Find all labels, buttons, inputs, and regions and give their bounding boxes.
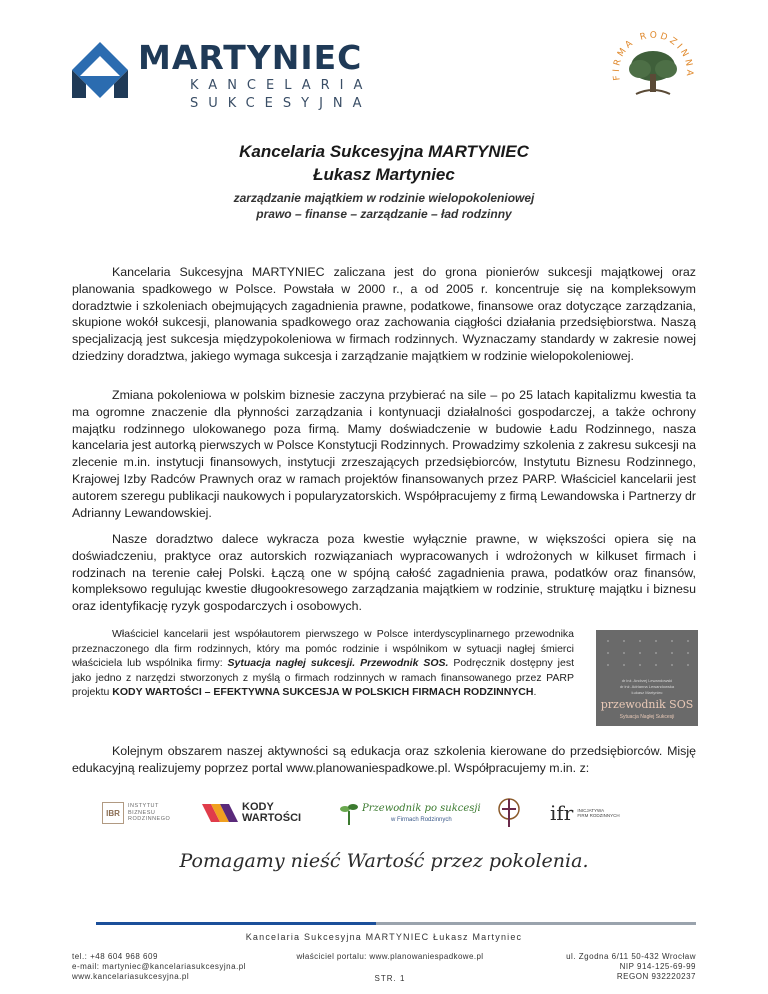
subtitle-line-1: zarządzanie majątkiem w rodzinie wielopokoleniowej [233,191,535,205]
paragraph-1: Kancelaria Sukcesyjna MARTYNIEC zaliczana jest do grona pionierów sukcesji majątkowej oraz planowania spadkowego w Polsce. Powstała w 2000 r., a od 2005 r. koncentruje się na kompleksowym doradztwie i szkoleniach obejmujących zagadnienia prawne, podatkowe, finansowe oraz dotyczące zarządzania, skupione wokół sukcesji, planowania spadkowego oraz zachowania ciągłości działania przedsiębiorstwa. Naszą specjalizacją jest sukcesja międzypokoleniowa w firmach rodzinnych. Wyznaczamy standardy w zakresie nowej dziedziny doradztwa, jakiego wymaga sukcesja i zarządzanie majątkiem w rodzinie wielopokoleniowej. [72,265,696,363]
title-line-1: Kancelaria Sukcesyjna MARTYNIEC [239,142,529,161]
p4-text-a: Właściciel kancelarii jest współautorem pierwszego w Polsce interdyscyplinarnego przewodnika przeznaczonego dla firm rodzinnych, który ma pomóc rodzinie i wspólnikom w sytuacji nagłej śmierci właściciela lub wspólnika firmy: [72,628,574,670]
p4-book-title: Sytuacja nagłej sukcesji. Przewodnik SOS. [227,657,449,670]
footer-regon: REGON 932220237 [616,972,696,981]
document-title-block [0,140,768,222]
sprout-icon [340,801,358,825]
footer-contact [72,952,246,982]
logo-subtitle-2: SUKCESYJNA [190,96,372,111]
kody-line-1: KODY [242,801,274,813]
ibr-line-2: BIZNESU [128,809,156,816]
przewodnik-text [362,803,481,823]
paragraph-2: Zmiana pokoleniowa w polskim biznesie zaczyna przybierać na sile – po 25 latach kapitalizmu kwestia ta ma ogromne znaczenie dla płynności zarządzania i kontynuacji działalności gospodarczej, a także ochrony majątku rodzinnego ulokowanego poza firmą. Mamy doświadczenie w budowie Ładu Rodzinnego, nasza kancelaria jest autorką pierwszych w Polsce Konstytucji Rodzinnych. Prowadzimy szkolenia z zakresu sukcesji na zlecenie m.in. instytucji finansowych, instytucji zrzeszających przedsiębiorców, Instytutu Biznesu Rodzinnego, Krajowej Izby Radców Prawnych oraz w ramach projektów finansowanych przez PARP. Właściciel kancelarii jest autorem szeregu publikacji naukowych i popularyzatorskich. Współpracujemy z firmą Lewandowska i Partnerzy dr Adrianny Lewandowskiej. [72,388,696,520]
paragraph-3: Nasze doradztwo dalece wykracza poza kwestie wyłącznie prawne, w większości opiera się na doświadczeniu, praktyce oraz autorskich rozwiązaniach wypracowanych i wdrożonych w kilkuset firmach i rodzinach na terenie całej Polski. Łączą one w spójną całość zagadnienia prawa, podatków oraz finansów, kompleksowo regulując kwestie długookresowego zarządzania majątkiem w rodzinie, strukturę majątku i biznesu oraz identyfikację ryzyk gospodarczych i osobowych. [72,532,696,614]
motto: Pomagamy nieść Wartość przez pokolenia. [179,850,589,872]
book-cover-image [596,630,698,726]
book-author-2: dr inż. Adrianna Lewandowska [619,684,675,689]
tree-seal-icon [608,24,698,116]
page-number: STR. 1 [374,974,406,983]
ifr-text [577,808,619,819]
partner-ifr-logo [550,790,620,836]
footer-nip: NIP 914-125-69-99 [619,962,696,971]
cross-emblem-icon [496,797,522,829]
firma-rodzinna-seal [608,24,698,116]
book-subtitle: Sytuacja Nagłej Sukcesji [619,714,675,720]
footer-title: Kancelaria Sukcesyjna MARTYNIEC Łukasz Martyniec [245,932,523,942]
przewodnik-line-2: w Firmach Rodzinnych [391,817,452,823]
p4-text-e: . [533,686,537,699]
footer-divider [96,922,696,925]
przewodnik-line-1: Przewodnik po sukcesji [362,803,481,814]
logo-mark-icon [72,42,128,98]
partner-logos [96,790,696,840]
footer-divider-blue [96,922,376,925]
kody-wartosci-icon [202,798,238,828]
ibr-text [128,803,170,823]
p4-text-c: Podręcznik dostępny jest jako jedno z narzędzi stworzonych z myślą o firmach rodzinnych w ramach finansowanego przez PARP projektu [72,657,575,699]
footer-divider-grey [376,922,696,925]
footer-email: e-mail: martyniec@kancelariasukcesyjna.pl [72,962,247,971]
partner-ibr-logo [102,790,170,836]
title-line-2: Łukasz Martyniec [313,165,455,184]
footer-street: ul. Zgodna 6/11 50-432 Wrocław [566,952,696,961]
seal-text: FIRMA RODZINNA [611,30,695,81]
book-pattern-icon [602,636,692,676]
footer-phone: tel.: +48 604 968 609 [72,952,158,961]
book-author-3: Łukasz Martyniec [631,690,663,695]
p4-project-name: KODY WARTOŚCI – EFEKTYWNA SUKCESJA W POLSKICH FIRMACH RODZINNYCH [112,686,534,699]
paragraph-5: Kolejnym obszarem naszej aktywności są edukacja oraz szkolenia kierowane do przedsiębiorców. Misję edukacyjną realizujemy poprzez portal www.planowaniespadkowe.pl. Współpracujemy m.in. z: [72,744,696,775]
partner-kody-wartosci-logo [202,790,301,836]
partner-cross-logo [496,790,522,836]
ifr-mark: ifr [550,801,574,825]
ifr-line-2: FIRM RODZINNYCH [577,813,620,818]
ibr-line-3: RODZINNEGO [128,816,171,823]
kody-line-2: WARTOŚCI [242,812,302,824]
logo-title: MARTYNIEC [138,38,363,77]
ibr-mark: IBR [102,802,124,824]
book-title: przewodnik SOS [600,698,694,711]
ibr-line-1: INSTYTUT [128,803,159,810]
book-author-1: dr inż. Andrzej Lewandowski [621,678,673,683]
partner-przewodnik-logo [340,790,481,836]
footer-address [520,952,696,982]
subtitle-line-2: prawo – finanse – zarządzanie – ład rodzinny [256,207,512,221]
footer-portal: właściciel portalu: www.planowaniespadkowe.pl [296,952,484,961]
logo-subtitle-1: KANCELARIA [190,78,373,93]
ifr-line-1: INICJATYWA [577,807,605,813]
kody-wartosci-text [242,802,301,824]
paragraph-4 [72,627,574,700]
footer-website: www.kancelariasukcesyjna.pl [72,972,190,981]
company-logo [72,36,373,111]
